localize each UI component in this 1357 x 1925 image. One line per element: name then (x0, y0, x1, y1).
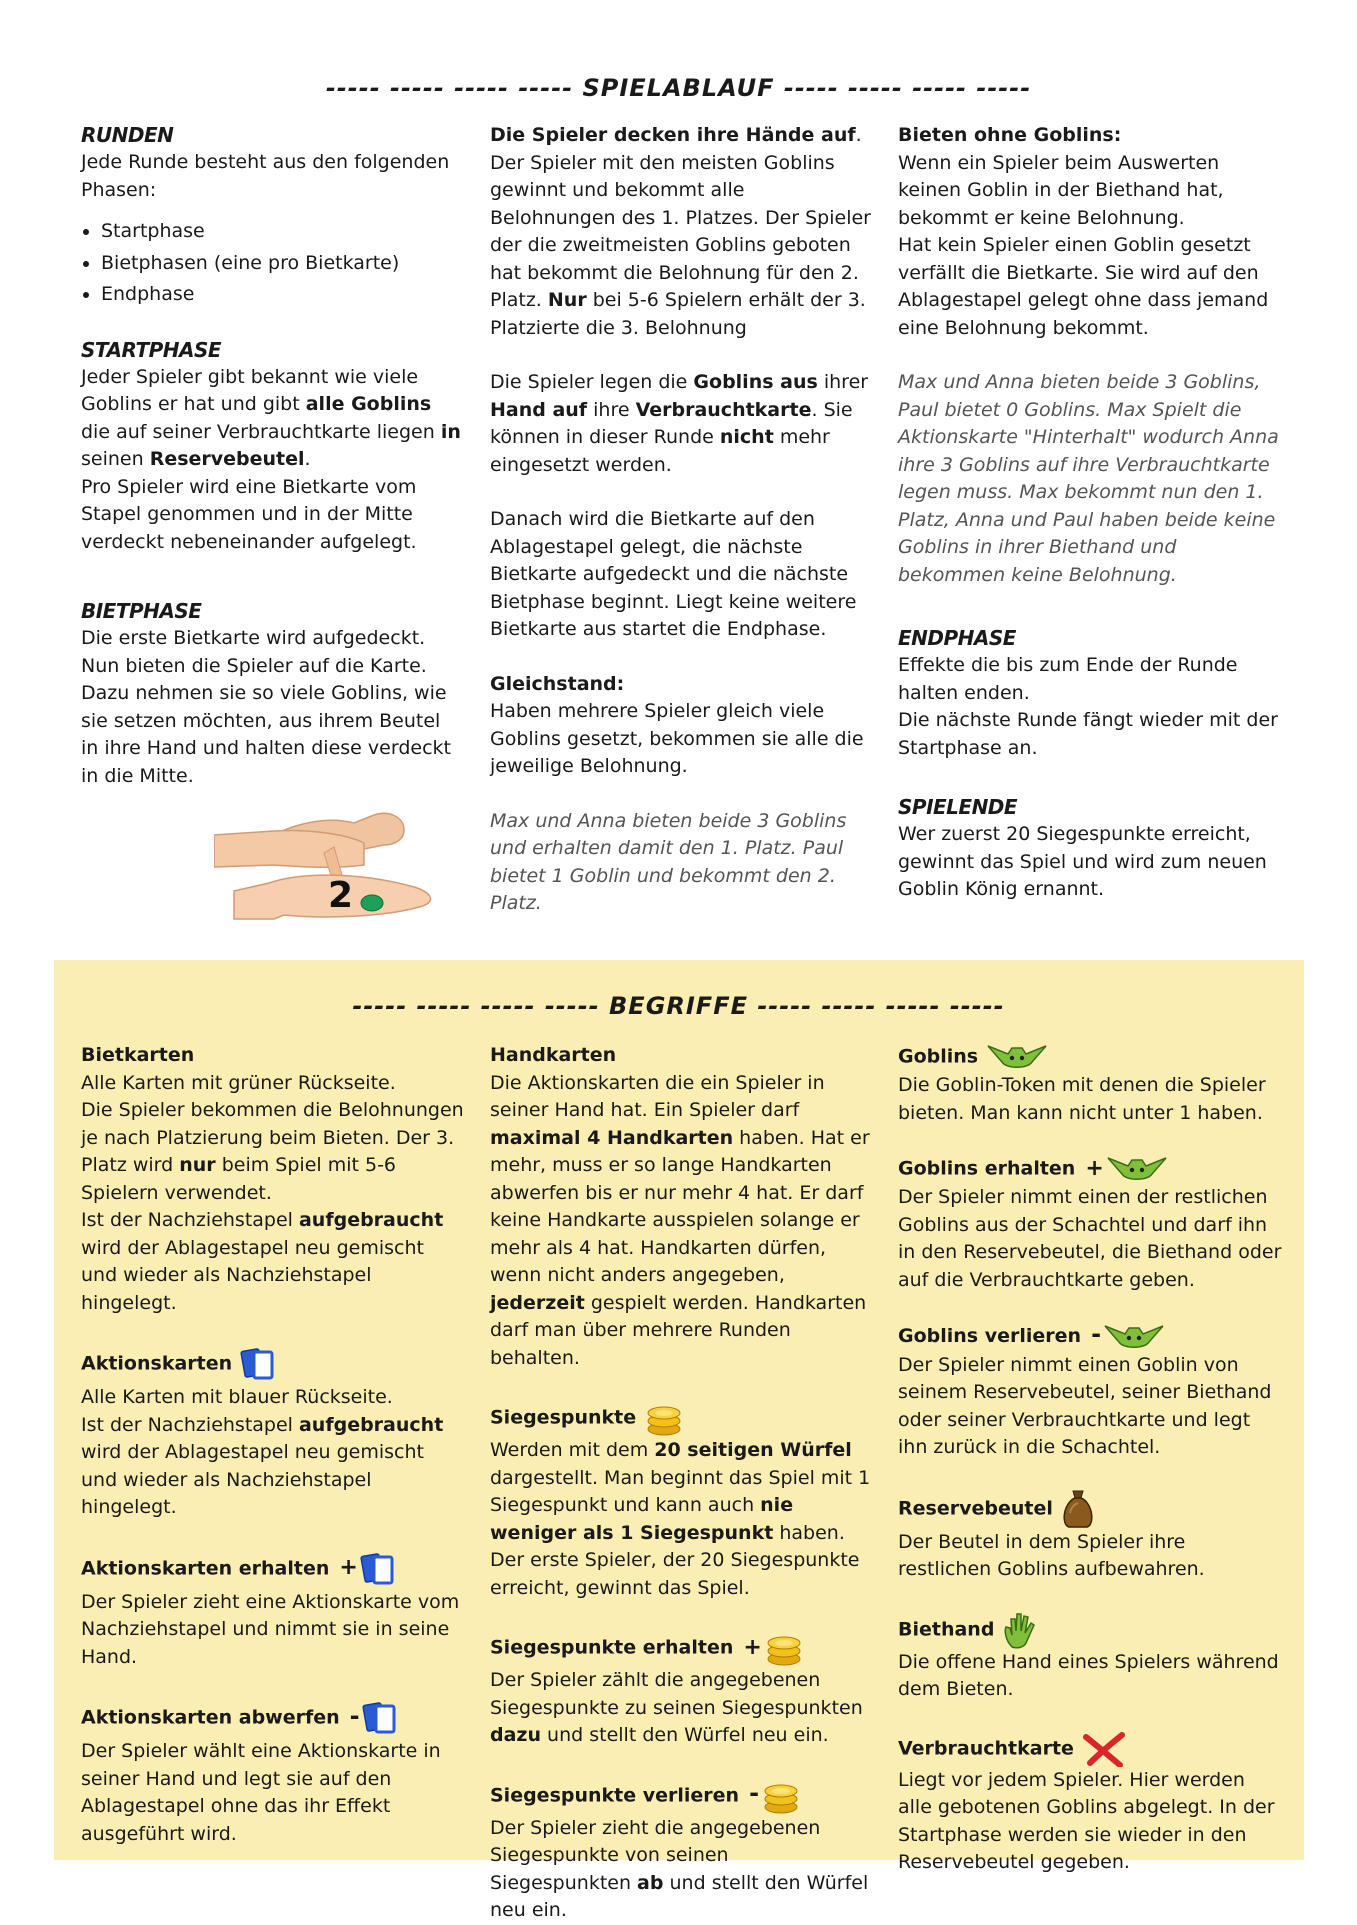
card-icon (362, 1698, 398, 1738)
ak-erhalten-term-row: Aktionskarten erhalten + (81, 1549, 465, 1589)
goblins-erhalten-term-row: Goblins erhalten + (898, 1154, 1282, 1184)
bietphase-text: Die erste Bietkarte wird aufgedeckt. Nun bieten die Spieler auf die Karte. Dazu nehmen sie so viele Goblins, wie sie setzen möchten, aus ihrem Beutel in ihre Hand und halten diese verdeckt in die Mitte. (81, 627, 451, 787)
goblin-icon (986, 1042, 1048, 1072)
minus-sign: - (1091, 1320, 1102, 1348)
sp-erhalten-text: Der Spieler zählt die angegebenen Siegespunkte zu seinen Siegespunkten dazu und stellt den Würfel neu ein. (490, 1669, 863, 1746)
bidding-hand-icon (214, 795, 438, 920)
sp-verlieren-term-row: Siegespunkte verlieren - (490, 1777, 874, 1815)
begriffe-title: ----- ----- ----- ----- BEGRIFFE ----- ----- ----- ----- (352, 992, 1005, 1020)
goblins-to-spent-text: Die Spieler legen die Goblins aus ihrer Hand auf ihre Verbrauchtkarte. Sie können in dieser Runde nicht mehr eingesetzt werden. (490, 371, 869, 476)
verbrauchtkarte-text: Liegt vor jedem Spieler. Hier werden alle gebotenen Goblins abgelegt. In der Startphase werden sie wieder in den Reservebeutel gegeben. (898, 1768, 1275, 1873)
column-1 (81, 122, 465, 790)
runden-list (81, 218, 465, 309)
bietkarten-term: Bietkarten (81, 1044, 195, 1066)
coin-icon (764, 1629, 804, 1667)
goblins-verlieren-text: Der Spieler nimmt einen Goblin von seinem Reservebeutel, seiner Biethand oder seiner Verbrauchtkarte und legt ihn zurück in die Schachtel. (898, 1353, 1272, 1458)
bietphase-heading: BIETPHASE (81, 599, 202, 623)
ak-abwerfen-text: Der Spieler wählt eine Aktionskarte in seiner Hand und legt sie auf den Ablagestapel ohne das ihr Effekt ausgeführt wird. (81, 1740, 441, 1845)
gleichstand-example: Max und Anna bieten beide 3 Goblins und erhalten damit den 1. Platz. Paul bietet 1 Goblin und bekommt den 2. Platz. (490, 809, 847, 914)
card-icon (360, 1549, 396, 1589)
column-2 (490, 122, 874, 918)
runden-heading: RUNDEN (81, 123, 174, 147)
ak-erhalten-text: Der Spieler zieht eine Aktionskarte vom Nachziehstapel und nimmt sie in seine Hand. (81, 1590, 460, 1668)
gleichstand-heading: Gleichstand: (490, 672, 625, 695)
endphase-heading: ENDPHASE (898, 626, 1016, 650)
endphase-text-2: Die nächste Runde fängt wieder mit der Startphase an. (898, 709, 1278, 759)
bietkarten-text-3: Ist der Nachziehstapel aufgebraucht wird der Ablagestapel neu gemischt und wieder als Nachziehstapel hingelegt. (81, 1209, 444, 1314)
bietkarten-text-1: Alle Karten mit grüner Rückseite. (81, 1071, 396, 1094)
bag-icon (1061, 1489, 1095, 1529)
plus-sign: + (339, 1555, 358, 1580)
ak-abwerfen-term-row: Aktionskarten abwerfen - (81, 1698, 465, 1738)
siegespunkte-term-row: Siegespunkte (490, 1399, 874, 1437)
reservebeutel-text: Der Beutel in dem Spieler ihre restlichen Goblins aufbewahren. (898, 1530, 1205, 1580)
verbrauchtkarte-term-row: Verbrauchtkarte (898, 1731, 1282, 1767)
gleichstand-text: Haben mehrere Spieler gleich viele Goblins gesetzt, bekommen sie alle die jeweilige Belohnung. (490, 700, 864, 777)
bieten-ohne-text-1: Wenn ein Spieler beim Auswerten keinen Goblin in der Biethand hat, bekommt er keine Belohnung. (898, 151, 1224, 229)
hand-number: 2 (328, 875, 354, 916)
bieten-ohne-text-2: Hat kein Spieler einen Goblin gesetzt verfällt die Bietkarte. Sie wird auf den Ablagestapel gelegt ohne dass jemand eine Belohnung bekommt. (898, 234, 1269, 339)
handkarten-text: Die Aktionskarten die ein Spieler in seiner Hand hat. Ein Spieler darf maximal 4 Handkarten haben. Hat er mehr, muss er so lange Handkarten abwerfen bis er nur mehr 4 hat. Er darf keine Handkarte ausspielen solange er mehr als 4 hat. Handkarten dürfen, wenn nicht anders angegeben, jederzeit gespielt werden. Handkarten darf man über mehrere Runden behalten. (490, 1071, 870, 1369)
goblin-icon (1103, 1322, 1165, 1352)
biethand-text: Die offene Hand eines Spielers während dem Bieten. (898, 1650, 1279, 1700)
aktionskarten-text-1: Alle Karten mit blauer Rückseite. (81, 1386, 393, 1408)
siegespunkte-text: Werden mit dem 20 seitigen Würfel dargestellt. Man beginnt das Spiel mit 1 Siegespunkt und kann auch nie weniger als 1 Siegespunkt haben. Der erste Spieler, der 20 Siegespunkte erreicht, gewinnt das Spiel. (490, 1439, 871, 1599)
aktionskarten-term-row (81, 1344, 465, 1384)
goblins-text: Die Goblin-Token mit denen die Spieler bieten. Man kann nicht unter 1 haben. (898, 1074, 1266, 1124)
reservebeutel-term-row: Reservebeutel (898, 1489, 1282, 1529)
hand-icon (1002, 1611, 1038, 1649)
goblins-term-row: Goblins (898, 1042, 1282, 1072)
goblins-verlieren-term-row: Goblins verlieren - (898, 1321, 1282, 1352)
card-icon (240, 1344, 276, 1384)
next-phase-text: Danach wird die Bietkarte auf den Ablagestapel gelegt, die nächste Bietkarte aufgedeckt und die nächste Bietphase beginnt. Liegt keine weitere Bietkarte aus startet die Endphase. (490, 508, 857, 640)
minus-sign: - (749, 1779, 760, 1807)
endphase-text-1: Effekte die bis zum Ende der Runde halten enden. (898, 654, 1238, 704)
spielablauf-title: ----- ----- ----- ----- SPIELABLAUF ----- ----- ----- ----- (325, 74, 1032, 102)
startphase-heading: STARTPHASE (81, 337, 222, 362)
goblin-icon (1106, 1154, 1168, 1184)
spielende-heading: SPIELENDE (898, 795, 1018, 819)
coin-icon (644, 1399, 684, 1437)
bieten-ohne-example: Max und Anna bieten beide 3 Goblins, Paul bietet 0 Goblins. Max Spielt die Aktionskarte "Hinterhalt" wodurch Anna ihre 3 Goblins auf ihre Verbrauchtkarte legen muss. Max bekommt nun den 1. Platz, Anna und Paul haben beide keine Goblins in ihrer Biethand und bekommen keine Belohnung. (898, 371, 1279, 586)
plus-sign: + (1085, 1155, 1104, 1181)
goblins-erhalten-text: Der Spieler nimmt einen der restlichen Goblins aus der Schachtel und darf ihn in den Reservebeutel, die Biethand oder auf die Verbrauchtkarte geben. (898, 1186, 1282, 1291)
spielende-text: Wer zuerst 20 Siegespunkte erreicht, gewinnt das Spiel und wird zum neuen Goblin König ernannt. (898, 823, 1267, 900)
cross-icon (1082, 1731, 1126, 1767)
aktionskarten-term: Aktionskarten (81, 1352, 233, 1375)
sp-verlieren-text: Der Spieler zieht die angegebenen Siegespunkte von seinen Siegespunkten ab und stellt den Würfel neu ein. (490, 1816, 869, 1921)
list-item: • Startphase (101, 218, 465, 246)
begriffe-column-1 (81, 1042, 465, 1848)
handkarten-term: Handkarten (490, 1044, 617, 1066)
reveal-text: Die Spieler decken ihre Hände auf. Der Spieler mit den meisten Goblins gewinnt und bekommt alle Belohnungen des 1. Platzes. Der Spieler der die zweitmeisten Goblins geboten hat bekommt die Belohnung für den 2. Platz. Nur bei 5-6 Spielern erhält der 3. Platzierte die 3. Belohnung (490, 124, 871, 339)
startphase-text-2: Pro Spieler wird eine Bietkarte vom Stapel genommen und in der Mitte verdeckt nebeneinander aufgelegt. (81, 475, 417, 553)
list-item: • Bietphasen (eine pro Bietkarte) (101, 250, 465, 278)
aktionskarten-text-2: Ist der Nachziehstapel aufgebraucht wird der Ablagestapel neu gemischt und wieder als Nachziehstapel hingelegt. (81, 1413, 444, 1518)
bieten-ohne-heading: Bieten ohne Goblins: (898, 124, 1122, 146)
bietkarten-text-2: Die Spieler bekommen die Belohnungen je nach Platzierung beim Bieten. Der 3. Platz wird nur beim Spiel mit 5-6 Spielern verwendet. (81, 1099, 464, 1204)
coin-icon (761, 1777, 801, 1815)
minus-sign: - (349, 1701, 360, 1730)
column-3 (898, 122, 1282, 904)
biethand-term-row: Biethand (898, 1611, 1282, 1649)
begriffe-column-2 (490, 1042, 874, 1925)
sp-erhalten-term-row: Siegespunkte erhalten + (490, 1629, 874, 1667)
startphase-text: Jeder Spieler gibt bekannt wie viele Goblins er hat und gibt alle Goblins die auf seiner Verbrauchtkarte liegen in seinen Reservebeutel. (81, 365, 461, 470)
runden-intro: Jede Runde besteht aus den folgenden Phasen: (81, 151, 450, 201)
list-item: • Endphase (101, 281, 465, 309)
begriffe-column-3 (898, 1042, 1282, 1877)
plus-sign: + (743, 1634, 762, 1660)
